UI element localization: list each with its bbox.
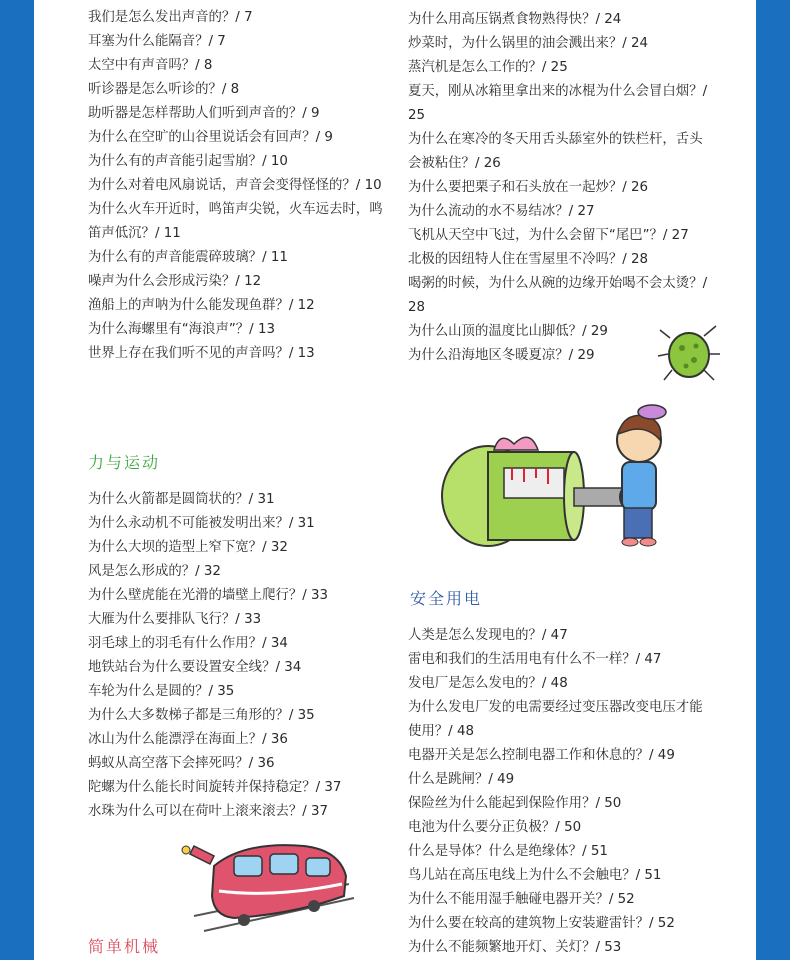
list-item: 蚂蚁从高空落下会摔死吗？/ 36 [88,756,275,771]
list-item: 电池为什么要分正负极？/ 50 [408,820,582,835]
list-item: 为什么火车开近时，鸣笛声尖锐，火车远去时，鸣笛声低沉？/ 11 [88,202,383,241]
list-item: 北极的因纽特人住在雪屋里不冷吗？/ 28 [408,252,649,267]
list-item: 鸟儿站在高压电线上为什么不会触电？/ 51 [408,868,662,883]
list-item: 为什么沿海地区冬暖夏凉？/ 29 [408,348,595,363]
list-item: 为什么要把栗子和石头放在一起炒？/ 26 [408,180,649,195]
list-item: 雷电和我们的生活用电有什么不一样？/ 47 [408,652,662,667]
list-item: 为什么不能用湿手触碰电器开关？/ 52 [408,892,635,907]
list-item: 为什么用高压锅煮食物熟得快？/ 24 [408,12,622,27]
list-item: 蒸汽机是怎么工作的？/ 25 [408,60,568,75]
list-item: 羽毛球上的羽毛有什么作用？/ 34 [88,636,288,651]
list-item: 助听器是怎样帮助人们听到声音的？/ 9 [88,106,320,121]
list-item: 为什么要在较高的建筑物上安装避雷针？/ 52 [408,916,675,931]
list-item: 喝粥的时候，为什么从碗的边缘开始喝不会太烫？/ 28 [408,276,708,315]
list-item: 为什么永动机不可能被发明出来？/ 31 [88,516,315,531]
list-item: 为什么在寒冷的冬天用舌头舔室外的铁栏杆，舌头会被粘住？/ 26 [408,132,703,171]
list-item: 噪声为什么会形成污染？/ 12 [88,274,262,289]
list-item: 地铁站台为什么要设置安全线？/ 34 [88,660,302,675]
list-item: 世界上存在我们听不见的声音吗？/ 13 [88,346,315,361]
list-item: 夏天，刚从冰箱里拿出来的冰棍为什么会冒白烟？/ 25 [408,84,708,123]
list-item: 大雁为什么要排队飞行？/ 33 [88,612,262,627]
train-illustration [174,836,364,936]
force-entry-list [88,488,388,824]
boy-magnet-illustration [434,400,674,560]
list-item: 我们是怎么发出声音的？/ 7 [88,10,253,25]
section-heading-force-motion: 力与运动 [88,453,161,472]
list-item: 为什么大多数梯子都是三角形的？/ 35 [88,708,315,723]
list-item: 冰山为什么能漂浮在海面上？/ 36 [88,732,288,747]
list-item: 炒菜时，为什么锅里的油会溅出来？/ 24 [408,36,649,51]
section-heading-simple-machines: 简单机械 [88,937,161,956]
list-item: 车轮为什么是圆的？/ 35 [88,684,235,699]
table-of-contents-page [34,0,756,960]
heat-entry-list [408,8,708,368]
bug-illustration [656,320,722,386]
section-heading-safe-electricity: 安全用电 [410,589,483,608]
list-item: 为什么发电厂发的电需要经过变压器改变电压才能使用？/ 48 [408,700,703,739]
list-item: 为什么在空旷的山谷里说话会有回声？/ 9 [88,130,333,145]
list-item: 为什么壁虎能在光滑的墙壁上爬行？/ 33 [88,588,329,603]
list-item: 什么是导体？什么是绝缘体？/ 51 [408,844,608,859]
list-item: 渔船上的声呐为什么能发现鱼群？/ 12 [88,298,315,313]
list-item: 为什么大坝的造型上窄下宽？/ 32 [88,540,288,555]
list-item: 什么是跳闸？/ 49 [408,772,515,787]
list-item: 为什么流动的水不易结冰？/ 27 [408,204,595,219]
list-item: 人类是怎么发现电的？/ 47 [408,628,568,643]
sound-entry-list [88,6,388,366]
list-item: 发电厂是怎么发电的？/ 48 [408,676,568,691]
list-item: 为什么不能频繁地开灯、关灯？/ 53 [408,940,622,955]
list-item: 陀螺为什么能长时间旋转并保持稳定？/ 37 [88,780,342,795]
list-item: 为什么山顶的温度比山脚低？/ 29 [408,324,608,339]
list-item: 风是怎么形成的？/ 32 [88,564,221,579]
list-item: 为什么火箭都是圆筒状的？/ 31 [88,492,275,507]
electric-entry-list [408,624,708,960]
list-item: 水珠为什么可以在荷叶上滚来滚去？/ 37 [88,804,329,819]
list-item: 耳塞为什么能隔音？/ 7 [88,34,226,49]
list-item: 电器开关是怎么控制电器工作和休息的？/ 49 [408,748,675,763]
list-item: 为什么海螺里有“海浪声”？/ 13 [88,322,275,337]
list-item: 为什么有的声音能震碎玻璃？/ 11 [88,250,288,265]
list-item: 飞机从天空中飞过，为什么会留下“尾巴”？/ 27 [408,228,689,243]
list-item: 听诊器是怎么听诊的？/ 8 [88,82,240,97]
list-item: 保险丝为什么能起到保险作用？/ 50 [408,796,622,811]
list-item: 太空中有声音吗？/ 8 [88,58,213,73]
list-item: 为什么对着电风扇说话，声音会变得怪怪的？/ 10 [88,178,382,193]
list-item: 为什么有的声音能引起雪崩？/ 10 [88,154,288,169]
